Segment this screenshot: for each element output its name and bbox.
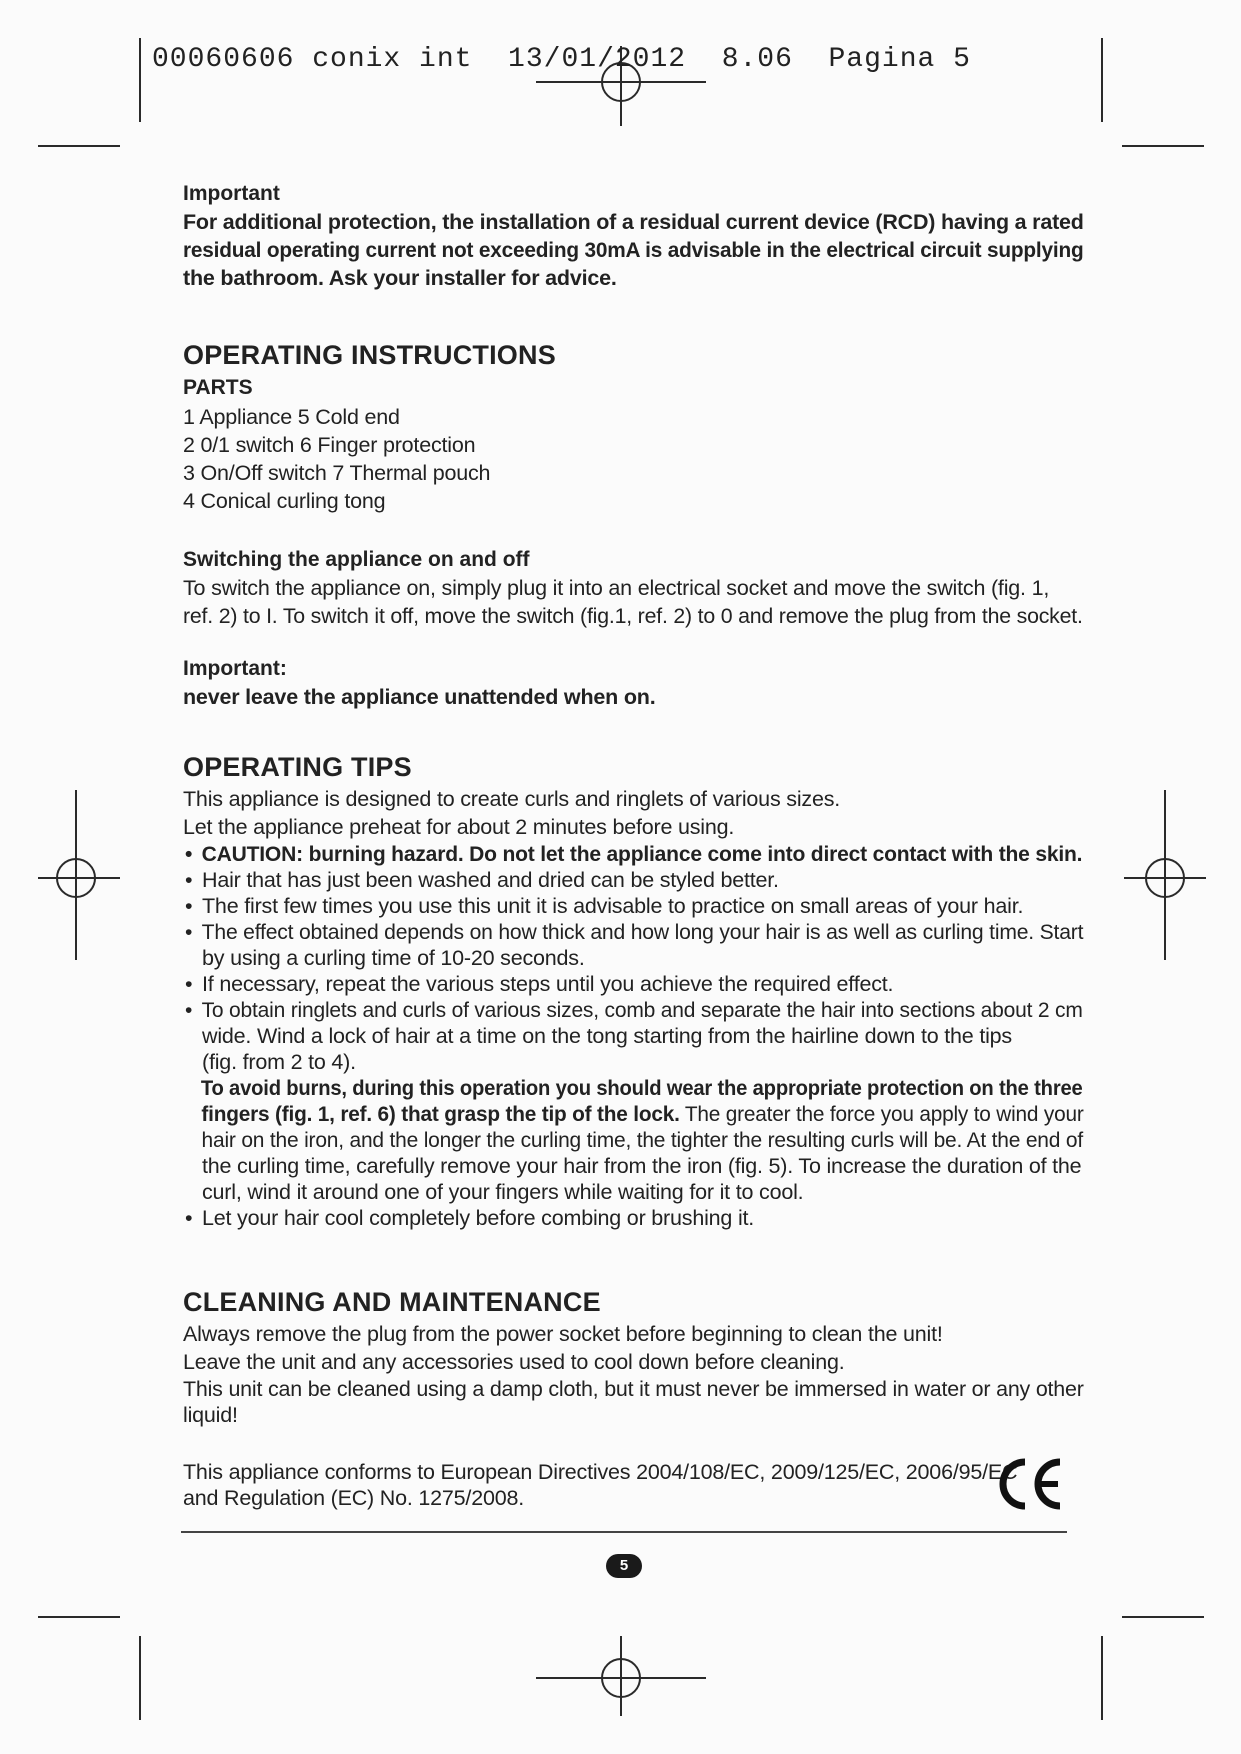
cleaning-line: Leave the unit and any accessories used to cool down before cleaning. [183, 1350, 845, 1374]
parts-heading: PARTS [183, 376, 253, 399]
crop-mark [1122, 145, 1204, 147]
tip-continuation: curl, wind it around one of your fingers while waiting for it to cool. [202, 1180, 804, 1204]
caution-bullet: • CAUTION: burning hazard. Do not let the appliance come into direct contact with the skin. [183, 841, 1064, 867]
tip-bullet: • Hair that has just been washed and dried can be styled better. [183, 867, 1083, 893]
tip-continuation: the curling time, carefully remove your hair from the iron (fig. 5). To increase the duration of the [202, 1154, 1082, 1178]
cleaning-line: liquid! [183, 1403, 238, 1427]
switching-heading: Switching the appliance on and off [183, 548, 530, 571]
important-unattended-section [183, 655, 1083, 711]
operating-instructions-section [183, 337, 1083, 515]
print-slug: 00060606 conix int 13/01/2012 8.06 Pagina 5 [152, 44, 971, 75]
tips-intro-line: This appliance is designed to create curls and ringlets of various sizes. [183, 787, 841, 811]
parts-list-item: 1 Appliance 5 Cold end [183, 405, 400, 429]
registration-mark-bottom [530, 1636, 712, 1716]
ce-mark-icon [994, 1456, 1066, 1512]
section-title: CLEANING AND MAINTENANCE [183, 1287, 601, 1317]
tip-continuation: (fig. from 2 to 4). [202, 1050, 356, 1074]
section-title: OPERATING INSTRUCTIONS [183, 340, 556, 370]
important-rcd-line: residual operating current not exceeding 30mA is advisable in the electrical circuit supplying [183, 238, 1084, 262]
footer-rule [181, 1531, 1067, 1533]
tip-bullet: • The first few times you use this unit it is advisable to practice on small areas of your hair. [183, 893, 1083, 919]
switching-line: To switch the appliance on, simply plug it into an electrical socket and move the switch (fig. 1, [183, 576, 1050, 600]
parts-list-item: 4 Conical curling tong [183, 489, 386, 513]
crop-mark [38, 145, 120, 147]
conformity-line: and Regulation (EC) No. 1275/2008. [183, 1486, 525, 1510]
tips-intro-line: Let the appliance preheat for about 2 minutes before using. [183, 815, 735, 839]
conformity-section [183, 1459, 1083, 1511]
tip-bullet: • Let your hair cool completely before combing or brushing it. [183, 1205, 1083, 1231]
crop-mark [1122, 1616, 1204, 1618]
important-heading: Important [183, 182, 280, 205]
tip-continuation: by using a curling time of 10-20 seconds. [202, 946, 585, 970]
tip-continuation [183, 1101, 1084, 1127]
tip-continuation: wide. Wind a lock of hair at a time on the tong starting from the hairline down to the tips [202, 1024, 1012, 1048]
burn-warning-text: fingers (fig. 1, ref. 6) that grasp the tip of the lock. [201, 1102, 680, 1126]
tip-bullet: • To obtain ringlets and curls of various sizes, comb and separate the hair into sections about 2 cm [183, 997, 1062, 1023]
tip-text: The greater the force you apply to wind your [679, 1102, 1084, 1126]
section-title: OPERATING TIPS [183, 752, 412, 782]
page-number: 5 [606, 1554, 642, 1578]
parts-list-item: 3 On/Off switch 7 Thermal pouch [183, 461, 491, 485]
tip-bullet: • The effect obtained depends on how thick and how long your hair is as well as curling time. Start [183, 919, 1068, 945]
important-unattended-text: never leave the appliance unattended when on. [183, 685, 656, 709]
conformity-line: This appliance conforms to European Directives 2004/108/EC, 2009/125/EC, 2006/95/EC [183, 1460, 1018, 1484]
important-rcd-line: For additional protection, the installation of a residual current device (RCD) having a rated [183, 210, 1084, 234]
crop-mark [1101, 1636, 1103, 1720]
cleaning-line: This unit can be cleaned using a damp cloth, but it must never be immersed in water or any other [183, 1377, 1084, 1401]
tip-continuation: hair on the iron, and the longer the curling time, the tighter the resulting curls will be. At the end of [201, 1128, 1083, 1152]
cleaning-section [183, 1284, 1083, 1428]
crop-mark [139, 38, 141, 122]
switching-line: ref. 2) to I. To switch it off, move the switch (fig.1, ref. 2) to 0 and remove the plug from the socket. [183, 604, 1083, 628]
burn-warning-line: To avoid burns, during this operation you should wear the appropriate protection on the three [200, 1076, 1083, 1100]
important-rcd-section [183, 180, 1083, 292]
operating-tips-section [183, 749, 1083, 1231]
important-heading: Important: [183, 657, 287, 680]
crop-mark [38, 1616, 120, 1618]
important-rcd-line: the bathroom. Ask your installer for advice. [183, 266, 617, 290]
registration-mark-left [36, 846, 120, 930]
cleaning-line: Always remove the plug from the power socket before beginning to clean the unit! [183, 1322, 943, 1346]
crop-mark [139, 1636, 141, 1720]
crop-mark [1101, 38, 1103, 122]
registration-mark-right [1124, 846, 1208, 930]
tip-bullet: • If necessary, repeat the various steps until you achieve the required effect. [183, 971, 1083, 997]
switching-section [183, 546, 1083, 630]
parts-list-item: 2 0/1 switch 6 Finger protection [183, 433, 476, 457]
